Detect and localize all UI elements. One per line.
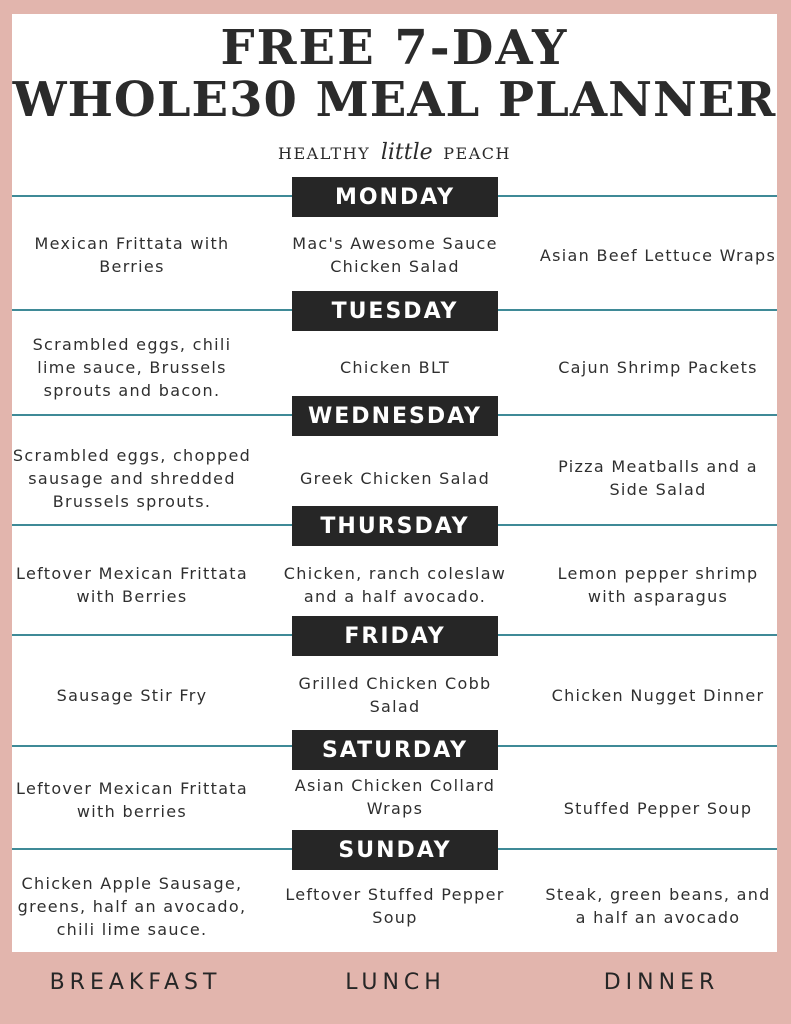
day-label-sunday: SUNDAY [292,830,498,870]
day-label-thursday: THURSDAY [292,506,498,546]
meal-wednesday-dinner: Pizza Meatballs and a Side Salad [558,457,758,499]
meal-sunday-breakfast: Chicken Apple Sausage, greens, half an avocado, chili lime sauce. [17,873,247,939]
brand-word-script: little [380,140,433,165]
meal-wednesday-breakfast: Scrambled eggs, chopped sausage and shredded Brussels sprouts. [12,445,252,511]
title-line-2: WHOLE30 MEAL PLANNER [12,72,777,128]
day-label-monday: MONDAY [292,177,498,217]
meal-thursday-dinner: Lemon pepper shrimp with asparagus [557,564,759,606]
meal-thursday-breakfast: Leftover Mexican Frittata with Berries [16,564,248,606]
meal-tuesday-dinner: Cajun Shrimp Packets [558,357,758,377]
day-label-wednesday: WEDNESDAY [292,396,498,436]
day-label-friday: FRIDAY [292,616,498,656]
meal-saturday-lunch: Asian Chicken Collard Wraps [294,776,496,818]
meal-friday-breakfast: Sausage Stir Fry [56,685,208,705]
brand-word-right: PEACH [443,144,511,163]
column-label-dinner: DINNER [603,970,720,995]
meal-saturday-dinner: Stuffed Pepper Soup [563,798,753,818]
meal-friday-lunch: Grilled Chicken Cobb Salad [298,674,492,716]
meal-monday-dinner: Asian Beef Lettuce Wraps [539,245,777,265]
meal-thursday-lunch: Chicken, ranch coleslaw and a half avocado. [283,564,507,606]
day-label-tuesday: TUESDAY [292,291,498,331]
column-label-breakfast: BREAKFAST [49,970,222,995]
column-label-lunch: LUNCH [345,970,446,995]
meal-sunday-lunch: Leftover Stuffed Pepper Soup [285,885,505,927]
meal-saturday-breakfast: Leftover Mexican Frittata with berries [16,779,248,821]
meal-planner-sheet [12,14,777,952]
meal-monday-lunch: Mac's Awesome Sauce Chicken Salad [292,234,498,276]
meal-tuesday-breakfast: Scrambled eggs, chili lime sauce, Brussels sprouts and bacon. [32,334,232,400]
day-label-saturday: SATURDAY [292,730,498,770]
title-line-1: FREE 7-DAY [220,20,569,76]
meal-tuesday-lunch: Chicken BLT [339,357,451,377]
meal-sunday-dinner: Steak, green beans, and a half an avocado [545,885,771,927]
meal-monday-breakfast: Mexican Frittata with Berries [34,234,230,276]
brand-word-left: HEALTHY [278,144,371,163]
brand-logo [12,140,777,165]
meal-friday-dinner: Chicken Nugget Dinner [551,685,765,705]
meal-wednesday-lunch: Greek Chicken Salad [299,468,491,488]
